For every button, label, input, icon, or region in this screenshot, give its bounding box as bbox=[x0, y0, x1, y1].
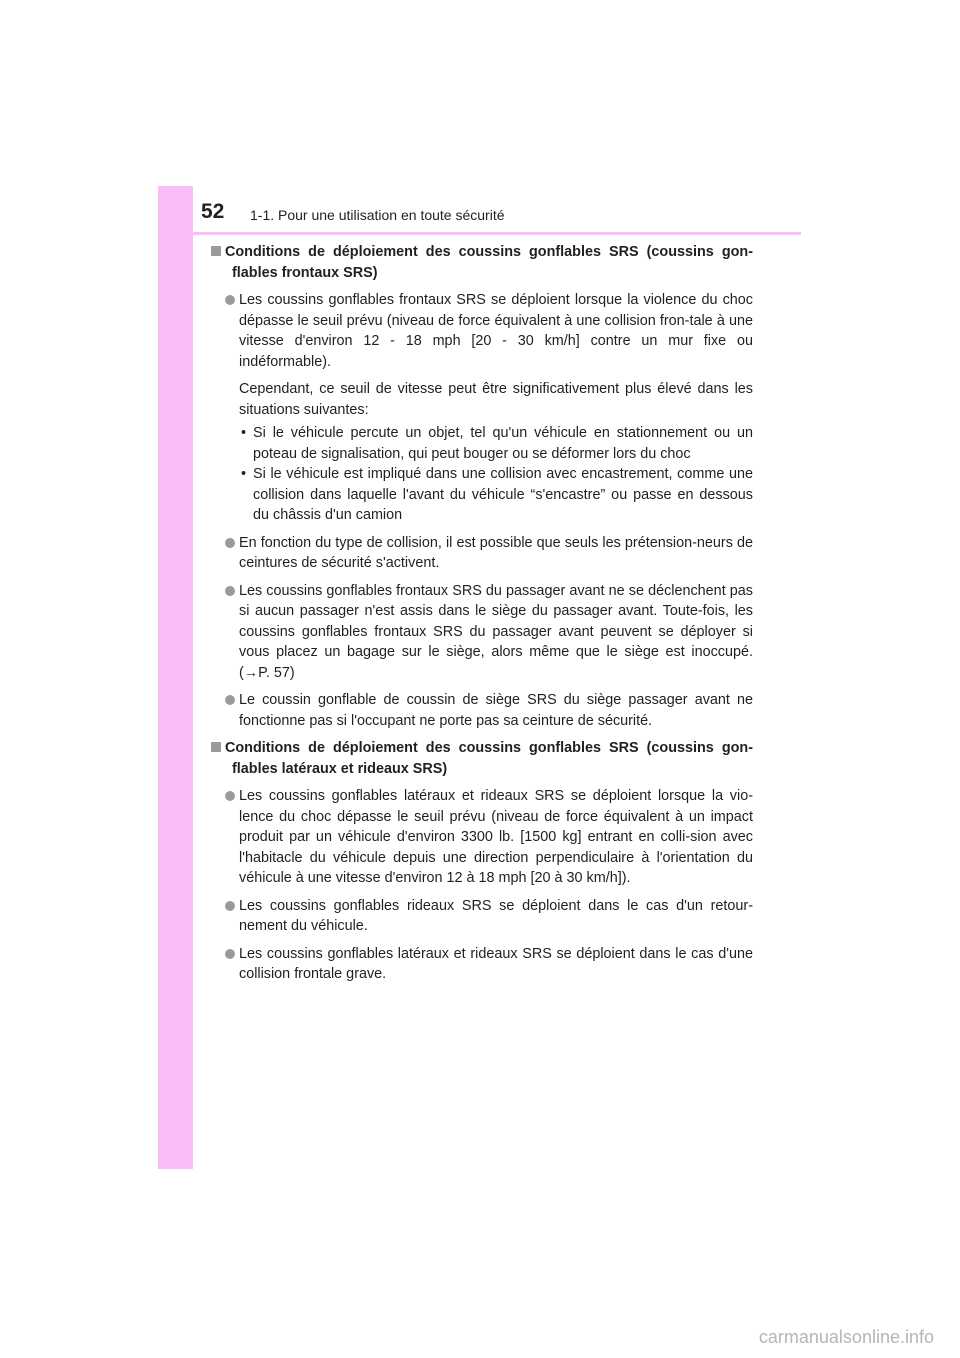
section-title: 1-1. Pour une utilisation en toute sécurité bbox=[250, 207, 505, 223]
bullet-item: En fonction du type de collision, il est possible que seuls les prétension-neurs de ceintures de sécurité s'activent. bbox=[211, 533, 753, 574]
paragraph: Cependant, ce seuil de vitesse peut être significativement plus élevé dans les situations suivantes: bbox=[239, 381, 753, 418]
chapter-side-band bbox=[158, 186, 193, 1169]
bullet-item: Le coussin gonflable de coussin de siège SRS du siège passager avant ne fonctionne pas si l'occupant ne porte pas sa ceinture de sécurité. bbox=[211, 690, 753, 731]
dot-bullet-icon: • bbox=[241, 466, 247, 482]
circle-bullet-icon bbox=[225, 295, 235, 305]
sub-list bbox=[211, 423, 753, 526]
page-content bbox=[211, 242, 753, 992]
circle-bullet-icon bbox=[225, 586, 235, 596]
circle-bullet-icon bbox=[225, 901, 235, 911]
bullet-item: Les coussins gonflables frontaux SRS se déploient lorsque la violence du choc dépasse le seuil prévu (niveau de force équivalent à une collision fron-tale à une vitesse d'environ 12 - 18 mph [20 - 30 km/h] contre un mur fixe ou indéformable). bbox=[211, 290, 753, 372]
sub-item: • Si le véhicule percute un objet, tel qu'un véhicule en stationnement ou un poteau de signalisation, qui peut bouger ou se déformer lors du choc bbox=[241, 425, 753, 462]
page-number: 52 bbox=[201, 200, 225, 223]
circle-bullet-icon bbox=[225, 949, 235, 959]
circle-bullet-icon bbox=[225, 695, 235, 705]
circle-bullet-icon bbox=[225, 538, 235, 548]
section-heading: Conditions de déploiement des coussins gonflables SRS (coussins gon-flables frontaux SRS) bbox=[211, 242, 753, 283]
bullet-item: Les coussins gonflables latéraux et rideaux SRS se déploient lorsque la vio-lence du choc dépasse le seuil prévu (niveau de force équivalent à un impact produit par un véhicule d'environ 3300 lb. [1500 kg] entrant en colli-sion avec l'habitacle du véhicule depuis une direction perpendiculaire à l'orientation du véhicule à une vitesse d'environ 12 à 18 mph [20 à 30 km/h]). bbox=[211, 786, 753, 889]
header-rule bbox=[193, 232, 801, 235]
square-bullet-icon bbox=[211, 742, 221, 752]
sub-item: • Si le véhicule est impliqué dans une collision avec encastrement, comme une collision dans laquelle l'avant du véhicule “s'encastre” ou passe en dessous du châssis d'un camion bbox=[241, 466, 753, 523]
bullet-item: Les coussins gonflables rideaux SRS se déploient dans le cas d'un retour-nement du véhicule. bbox=[211, 896, 753, 937]
dot-bullet-icon: • bbox=[241, 425, 247, 441]
bullet-item: Les coussins gonflables frontaux SRS du passager avant ne se déclenchent pas si aucun passager n'est assis dans le siège du passager avant. Toute-fois, les coussins gonflables frontaux SRS du passager avant peuvent se déployer si vous placez un bagage sur le siège, alors même que le siège est inoccupé. (→P. 57) bbox=[211, 581, 753, 684]
square-bullet-icon bbox=[211, 246, 221, 256]
circle-bullet-icon bbox=[225, 791, 235, 801]
section-heading: Conditions de déploiement des coussins gonflables SRS (coussins gon-flables latéraux et rideaux SRS) bbox=[211, 738, 753, 779]
bullet-item: Les coussins gonflables latéraux et rideaux SRS se déploient dans le cas d'une collision frontale grave. bbox=[211, 944, 753, 985]
watermark: carmanualsonline.info bbox=[758, 1327, 934, 1347]
